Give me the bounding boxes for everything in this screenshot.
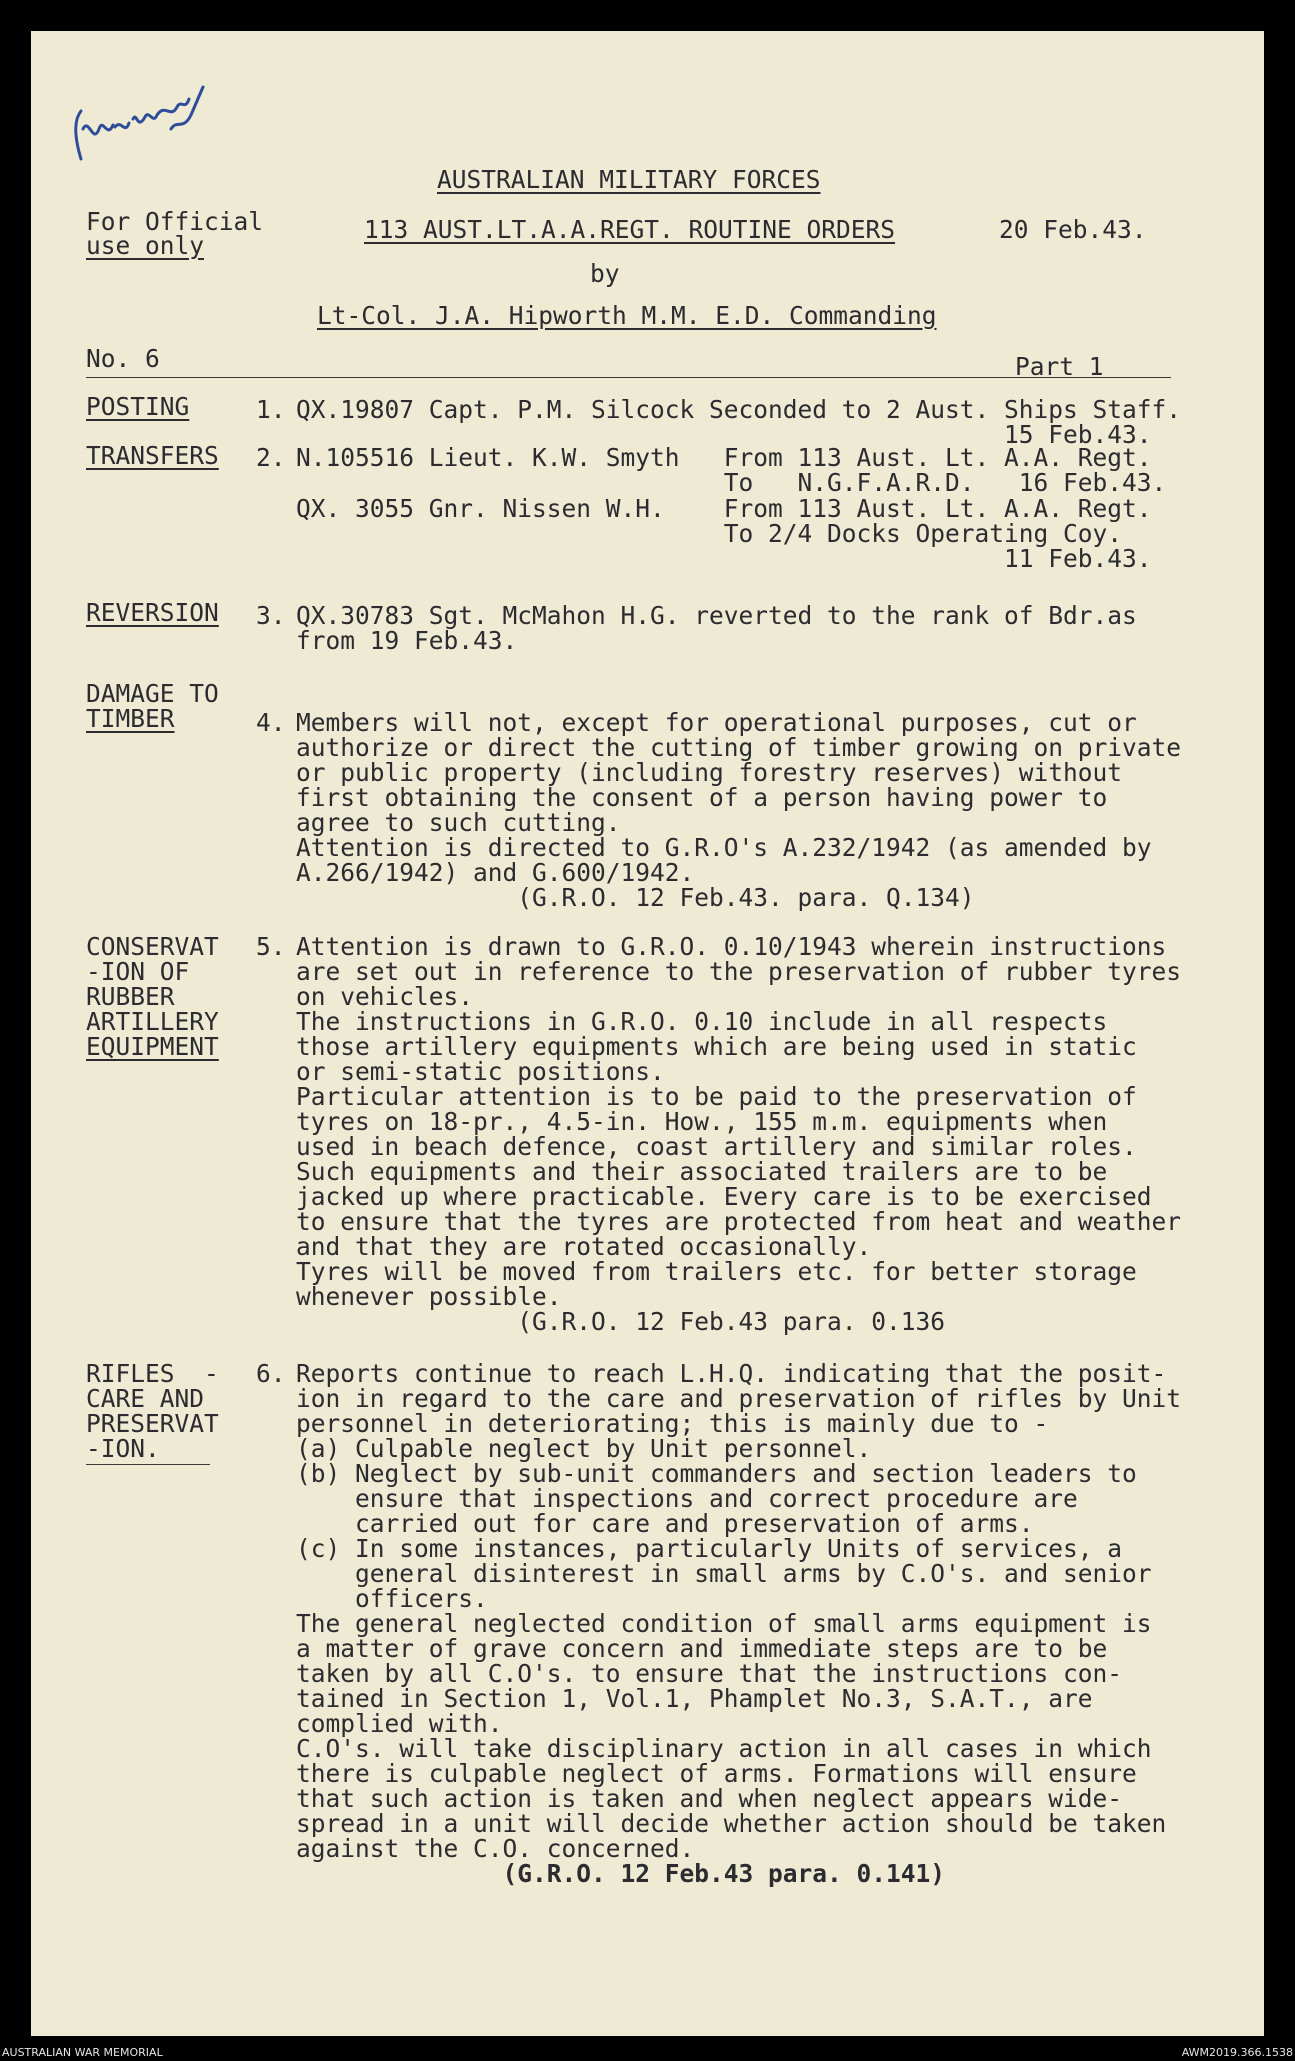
handwritten-signature [53, 59, 213, 169]
heading-conservation-line-3: RUBBER [86, 982, 175, 1011]
heading-conservation-line-2: -ION OF [86, 957, 190, 986]
order-5-line-8: tyres on 18-pr., 4.5-in. How., 155 m.m. equipments when [296, 1107, 1108, 1136]
order-2-line-4: To 2/4 Docks Operating Coy. [296, 519, 1123, 548]
order-6-line-6: ensure that inspections and correct procedure are [296, 1484, 1078, 1513]
order-5-line-10: Such equipments and their associated trailers are to be [296, 1157, 1108, 1186]
classification-line-2: use only [86, 231, 205, 260]
order-6-line-11: The general neglected condition of small arms equipment is [296, 1609, 1152, 1638]
order-6-line-19: spread in a unit will decide whether action should be taken [296, 1809, 1167, 1838]
order-1-number: 1. [256, 395, 286, 424]
order-5-line-7: Particular attention is to be paid to the preservation of [296, 1082, 1137, 1111]
order-5-line-5: those artillery equipments which are being used in static [296, 1032, 1137, 1061]
order-5-line-14: Tyres will be moved from trailers etc. for better storage [296, 1257, 1137, 1286]
order-6-line-18: that such action is taken and when neglect appears wide- [296, 1784, 1123, 1813]
order-6-number: 6. [256, 1359, 286, 1388]
order-5-line-3: on vehicles. [296, 982, 474, 1011]
order-4-line-4: first obtaining the consent of a person having power to [296, 783, 1108, 812]
document-page [31, 31, 1264, 2036]
heading-conservation-line-4: ARTILLERY [86, 1007, 219, 1036]
order-6-line-4: (a) Culpable neglect by Unit personnel. [296, 1434, 872, 1463]
order-6-line-20: against the C.O. concerned. [296, 1834, 695, 1863]
order-4-line-3: or public property (including forestry reserves) without [296, 758, 1123, 787]
order-4-line-2: authorize or direct the cutting of timber growing on private [296, 733, 1182, 762]
order-2-line-5: 11 Feb.43. [296, 544, 1152, 573]
order-date: 20 Feb.43. [999, 215, 1147, 244]
order-1-line-1: QX.19807 Capt. P.M. Silcock Seconded to 2 Aust. Ships Staff. [296, 395, 1182, 424]
order-3-number: 3. [256, 601, 286, 630]
part-label: Part 1 [1015, 352, 1104, 381]
heading-rifles-line-2: CARE AND [86, 1384, 205, 1413]
order-5-line-12: to ensure that the tyres are protected from heat and weather [296, 1207, 1182, 1236]
heading-damage-line-2: TIMBER [86, 704, 175, 733]
header-divider [86, 377, 1171, 378]
order-5-number: 5. [256, 932, 286, 961]
order-4-line-5: agree to such cutting. [296, 808, 621, 837]
order-5-line-16: (G.R.O. 12 Feb.43 para. 0.136 [296, 1307, 946, 1336]
order-6-line-5: (b) Neglect by sub-unit commanders and section leaders to [296, 1459, 1137, 1488]
order-2-line-1: N.105516 Lieut. K.W. Smyth From 113 Aust. Lt. A.A. Regt. [296, 443, 1152, 472]
order-6-line-2: ion in regard to the care and preservation of rifles by Unit [296, 1384, 1182, 1413]
order-2-number: 2. [256, 443, 286, 472]
order-5-line-13: and that they are rotated occasionally. [296, 1232, 872, 1261]
order-2-line-2: To N.G.F.A.R.D. 16 Feb.43. [296, 468, 1167, 497]
by-line: by [590, 259, 620, 288]
order-6-line-1: Reports continue to reach L.H.Q. indicating that the posit- [296, 1359, 1167, 1388]
heading-rifles-line-1: RIFLES - [86, 1359, 219, 1388]
order-6-line-7: carried out for care and preservation of arms. [296, 1509, 1034, 1538]
heading-conservation-line-1: CONSERVAT [86, 932, 219, 961]
org-title: AUSTRALIAN MILITARY FORCES [437, 165, 821, 194]
order-4-line-1: Members will not, except for operational purposes, cut or [296, 708, 1137, 737]
order-5-line-1: Attention is drawn to G.R.O. 0.10/1943 wherein instructions [296, 932, 1167, 961]
order-2-line-3: QX. 3055 Gnr. Nissen W.H. From 113 Aust. Lt. A.A. Regt. [296, 494, 1152, 523]
order-5-line-4: The instructions in G.R.O. 0.10 include in all respects [296, 1007, 1108, 1036]
heading-rifles-line-3: PRESERVAT [86, 1409, 219, 1438]
order-6-line-9: general disinterest in small arms by C.O's. and senior [296, 1559, 1152, 1588]
order-6-line-14: tained in Section 1, Vol.1, Phamplet No.3, S.A.T., are [296, 1684, 1093, 1713]
order-6-line-10: officers. [296, 1584, 488, 1613]
order-4-line-8: (G.R.O. 12 Feb.43. para. Q.134) [296, 883, 975, 912]
heading-reversion: REVERSION [86, 598, 219, 627]
classification-line-1: For Official [86, 207, 264, 236]
footer-right: AWM2019.366.1538 [1181, 2046, 1293, 2059]
order-3-line-2: from 19 Feb.43. [296, 626, 518, 655]
heading-transfers: TRANSFERS [86, 441, 219, 470]
heading-damage-line-1: DAMAGE TO [86, 679, 219, 708]
order-6-line-21: (G.R.O. 12 Feb.43 para. 0.141) [296, 1859, 946, 1888]
order-6-line-8: (c) In some instances, particularly Units of services, a [296, 1534, 1123, 1563]
order-5-line-6: or semi-static positions. [296, 1057, 665, 1086]
order-5-line-15: whenever possible. [296, 1282, 562, 1311]
order-number: No. 6 [86, 344, 160, 373]
order-1-line-2: 15 Feb.43. [296, 420, 1152, 449]
order-5-line-9: used in beach defence, coast artillery and similar roles. [296, 1132, 1137, 1161]
heading-posting: POSTING [86, 392, 190, 421]
order-6-line-3: personnel in deteriorating; this is mainly due to - [296, 1409, 1049, 1438]
commander-line: Lt-Col. J.A. Hipworth M.M. E.D. Commanding [317, 301, 937, 330]
orders-title: 113 AUST.LT.A.A.REGT. ROUTINE ORDERS [364, 215, 896, 244]
order-6-line-17: there is culpable neglect of arms. Formations will ensure [296, 1759, 1137, 1788]
order-6-line-16: C.O's. will take disciplinary action in all cases in which [296, 1734, 1152, 1763]
heading-conservation-line-5: EQUIPMENT [86, 1032, 219, 1061]
heading-rifles-underline [86, 1464, 210, 1465]
heading-rifles-line-4: -ION. [86, 1434, 160, 1463]
order-5-line-2: are set out in reference to the preservation of rubber tyres [296, 957, 1182, 986]
order-4-number: 4. [256, 708, 286, 737]
order-4-line-7: A.266/1942) and G.600/1942. [296, 858, 695, 887]
footer-left: AUSTRALIAN WAR MEMORIAL [2, 2046, 163, 2059]
order-4-line-6: Attention is directed to G.R.O's A.232/1942 (as amended by [296, 833, 1152, 862]
order-6-line-13: taken by all C.O's. to ensure that the instructions con- [296, 1659, 1123, 1688]
order-5-line-11: jacked up where practicable. Every care is to be exercised [296, 1182, 1152, 1211]
order-6-line-12: a matter of grave concern and immediate steps are to be [296, 1634, 1108, 1663]
order-6-line-15: complied with. [296, 1709, 503, 1738]
order-3-line-1: QX.30783 Sgt. McMahon H.G. reverted to the rank of Bdr.as [296, 601, 1137, 630]
